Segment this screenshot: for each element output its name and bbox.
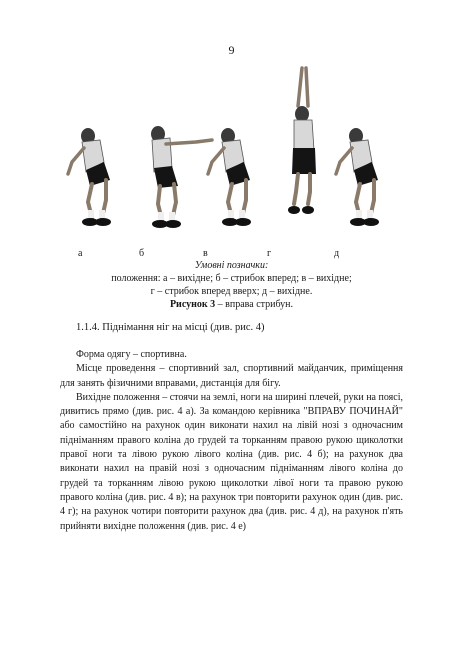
- legend-title: Умовні позначки:: [194, 260, 269, 271]
- figure-pose-a: [68, 128, 111, 226]
- figure-pose-e: [336, 128, 379, 226]
- section-heading: 1.1.4. Піднімання ніг на місці (див. рис. 4): [76, 322, 265, 333]
- figure-pose-b: [151, 126, 212, 228]
- athlete-sequence-illustration: [66, 62, 398, 242]
- page-number: 9: [228, 43, 235, 57]
- exercise-figure: [66, 62, 398, 242]
- figure-caption-number: Рисунок 3: [169, 299, 216, 310]
- figure-pose-d: [288, 68, 316, 214]
- paragraph-location: Місце проведення – спортивний зал, спортивний майданчик, приміщення для занять фізичними вправами, дистанція для бігу.: [60, 363, 403, 389]
- figure-caption-text: – вправа стрибун.: [215, 299, 294, 310]
- legend-line-2: г – стрибок вперед вверх; д – вихідне.: [150, 286, 313, 297]
- figure-pose-c: [208, 128, 251, 226]
- panel-label-e: д: [334, 248, 340, 259]
- body-text: [60, 348, 403, 534]
- paragraph-procedure: Вихідне положення – стоячи на землі, ноги на ширині плечей, руки на поясі, дивитись прямо (див. рис. 4 а). За командою керівника "ВПРАВУ ПОЧИНАЙ" або самостійно на рахунок один виконати нахил на лівій нозі з одночасним підніманням правого коліна до грудей та торканням правою рукою щиколотки правої ноги та лівою рукою лівого коліна (див. рис. 4 б); на рахунок два виконати нахил на правій нозі з одночасним підніманням лівого коліна до грудей та торканням лівою рукою щиколотки лівої ноги та правою рукою правого коліна (див. рис. 4 в); на рахунок три повторити рахунок один (див. рис. 4 г); на рахунок чотири повторити рахунок два (див. рис. 4 д), на рахунок п'ять прийняти вихідне положення (див. рис. 4 е): [60, 391, 403, 532]
- panel-label-d: г: [267, 248, 272, 259]
- legend-line-1: положення: а – вихідне; б – стрибок вперед; в – вихідне;: [111, 273, 352, 284]
- panel-label-b: б: [139, 248, 145, 259]
- figure-legend: [60, 259, 403, 311]
- panel-label-c: в: [203, 248, 208, 259]
- paragraph-clothing: Форма одягу – спортивна.: [76, 349, 187, 360]
- figure-caption: [60, 298, 403, 311]
- panel-label-a: а: [78, 248, 83, 259]
